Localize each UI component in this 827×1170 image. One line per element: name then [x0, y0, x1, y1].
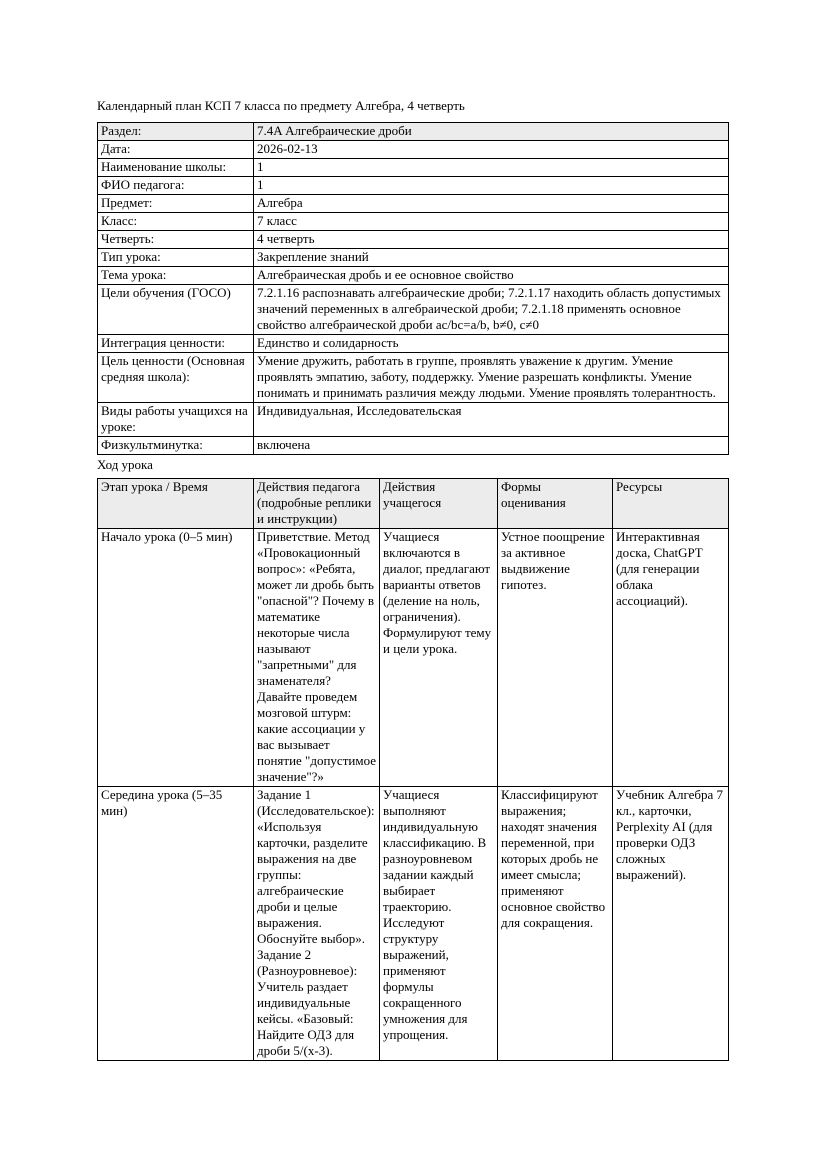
- resources-cell: Учебник Алгебра 7 кл., карточки, Perplexity AI (для проверки ОДЗ сложных выражений).: [613, 787, 729, 1061]
- table-header-row: [98, 479, 729, 529]
- info-value: 7.2.1.16 распознавать алгебраические дроби; 7.2.1.17 находить область допустимых значений переменных в алгебраической дроби; 7.2.1.18 применять основное свойство алгебраической дроби ac/bc=a/b, b≠0, c≠0: [254, 285, 729, 335]
- info-label: Предмет:: [98, 195, 254, 213]
- table-row: [98, 123, 729, 141]
- info-label: Виды работы учащихся на уроке:: [98, 403, 254, 437]
- stage-cell: Середина урока (5–35 мин): [98, 787, 254, 1061]
- info-label: Четверть:: [98, 231, 254, 249]
- info-label: Физкультминутка:: [98, 437, 254, 455]
- section-heading: Ход урока: [97, 457, 153, 472]
- table-row: [98, 285, 729, 335]
- column-header-student-actions: Действия учащегося: [380, 479, 498, 529]
- student-actions-cell: Учащиеся включаются в диалог, предлагают варианты ответов (деление на ноль, ограничения). Формулируют тему и цели урока.: [380, 529, 498, 787]
- teacher-actions-cell: Приветствие. Метод «Провокационный вопрос»: «Ребята, может ли дробь быть "опасной"? Почему в математике некоторые числа называют "запретными" для знаменателя? Давайте проведем мозговой штурм: какие ассоциации у вас вызывает понятие "допустимое значение"?»: [254, 529, 380, 787]
- info-value: 4 четверть: [254, 231, 729, 249]
- info-label: Раздел:: [98, 123, 254, 141]
- table-row: [98, 335, 729, 353]
- assessment-cell: Устное поощрение за активное выдвижение гипотез.: [498, 529, 613, 787]
- info-label: Цель ценности (Основная средняя школа):: [98, 353, 254, 403]
- info-value: 7 класс: [254, 213, 729, 231]
- table-row: [98, 159, 729, 177]
- table-row: [98, 249, 729, 267]
- table-row: [98, 195, 729, 213]
- table-row: [98, 529, 729, 787]
- document-page: [97, 98, 728, 1061]
- info-label: Цели обучения (ГОСО): [98, 285, 254, 335]
- info-value: 2026-02-13: [254, 141, 729, 159]
- table-row: [98, 267, 729, 285]
- info-label: ФИО педагога:: [98, 177, 254, 195]
- table-row: [98, 141, 729, 159]
- table-row: [98, 353, 729, 403]
- page-title: Календарный план КСП 7 класса по предмету Алгебра, 4 четверть: [97, 98, 465, 113]
- info-label: Тема урока:: [98, 267, 254, 285]
- info-value: 1: [254, 177, 729, 195]
- info-label: Наименование школы:: [98, 159, 254, 177]
- info-label: Интеграция ценности:: [98, 335, 254, 353]
- table-row: [98, 437, 729, 455]
- student-actions-cell: Учащиеся выполняют индивидуальную классификацию. В разноуровневом задании каждый выбирает траекторию. Исследуют структуру выражений, применяют формулы сокращенного умножения для упрощения.: [380, 787, 498, 1061]
- info-label: Класс:: [98, 213, 254, 231]
- info-label: Дата:: [98, 141, 254, 159]
- info-value: Алгебраическая дробь и ее основное свойство: [254, 267, 729, 285]
- info-value: 1: [254, 159, 729, 177]
- stage-cell: Начало урока (0–5 мин): [98, 529, 254, 787]
- info-value: Единство и солидарность: [254, 335, 729, 353]
- info-value: Закрепление знаний: [254, 249, 729, 267]
- column-header-teacher-actions: Действия педагога (подробные реплики и инструкции): [254, 479, 380, 529]
- column-header-stage: Этап урока / Время: [98, 479, 254, 529]
- resources-cell: Интерактивная доска, ChatGPT (для генерации облака ассоциаций).: [613, 529, 729, 787]
- table-row: [98, 177, 729, 195]
- info-value: Алгебра: [254, 195, 729, 213]
- assessment-cell: Классифицируют выражения; находят значения переменной, при которых дробь не имеет смысла; применяют основное свойство для сокращения.: [498, 787, 613, 1061]
- table-row: [98, 231, 729, 249]
- info-value: 7.4A Алгебраические дроби: [254, 123, 729, 141]
- lesson-info-table: [97, 122, 729, 455]
- table-row: [98, 403, 729, 437]
- info-value: включена: [254, 437, 729, 455]
- lesson-course-table: [97, 478, 729, 1061]
- table-row: [98, 213, 729, 231]
- info-label: Тип урока:: [98, 249, 254, 267]
- column-header-resources: Ресурсы: [613, 479, 729, 529]
- info-value: Умение дружить, работать в группе, проявлять уважение к другим. Умение проявлять эмпатию, заботу, поддержку. Умение разрешать конфликты. Умение понимать и принимать различия между людьми. Умение проявлять толерантность.: [254, 353, 729, 403]
- info-value: Индивидуальная, Исследовательская: [254, 403, 729, 437]
- teacher-actions-cell: Задание 1 (Исследовательское): «Используя карточки, разделите выражения на две группы: алгебраические дроби и целые выражения. Обоснуйте выбор». Задание 2 (Разноуровневое): Учитель раздает индивидуальные кейсы. «Базовый: Найдите ОДЗ для дроби 5/(x-3).: [254, 787, 380, 1061]
- table-row: [98, 787, 729, 1061]
- column-header-assessment: Формы оценивания: [498, 479, 613, 529]
